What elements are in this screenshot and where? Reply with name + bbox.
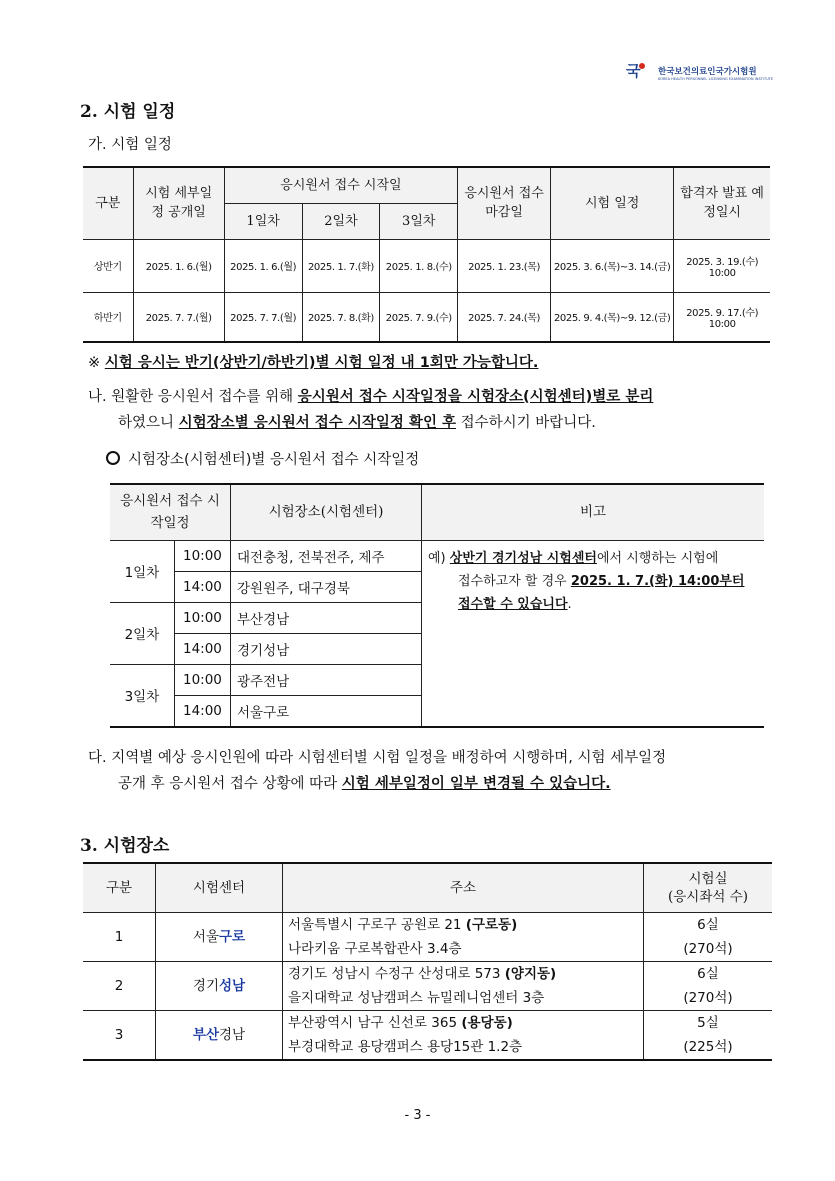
cell-centers: 서울구로 xyxy=(231,695,422,727)
th-detail-open: 시험 세부일정 공개일 xyxy=(133,167,224,239)
th-day1: 1일차 xyxy=(224,203,302,239)
para-b-suffix: 접수하시기 바랍니다. xyxy=(456,415,596,431)
th-note: 비고 xyxy=(422,484,765,540)
cell-day2: 2025. 7. 8.(화) xyxy=(302,292,380,342)
cell-address xyxy=(283,1011,644,1061)
cell-day: 2일차 xyxy=(110,602,174,664)
rooms-count: 5실 xyxy=(697,1015,719,1031)
seats-count: (270석) xyxy=(683,941,733,957)
cell-address xyxy=(283,913,644,962)
schedule-table xyxy=(83,166,770,343)
th-center: 시험장소(시험센터) xyxy=(231,484,422,540)
cell-result xyxy=(674,239,770,292)
cell-day1: 2025. 7. 7.(월) xyxy=(224,292,302,342)
logo-name-ko: 한국보건의료인국가시험원 xyxy=(658,67,757,77)
cell-apply-end: 2025. 7. 24.(목) xyxy=(458,292,551,342)
cell-apply-end: 2025. 1. 23.(목) xyxy=(458,239,551,292)
seats-count: (225석) xyxy=(683,1039,733,1055)
para-b-emphasis-2: 시험장소별 응시원서 접수 시작일정 확인 후 xyxy=(178,415,457,431)
address-line2: 부경대학교 용당캠퍼스 용당15관 1.2층 xyxy=(288,1039,523,1055)
note-cell xyxy=(422,540,765,727)
para-c-prefix: 공개 후 응시원서 접수 상황에 따라 xyxy=(118,776,342,792)
th-result: 합격자 발표 예정일시 xyxy=(674,167,770,239)
note-text-1: 에서 시행하는 시험에 xyxy=(596,550,719,566)
cell-no: 3 xyxy=(83,1011,156,1061)
section2-title: 2. 시험 일정 xyxy=(80,102,176,122)
address-dong: (용당동) xyxy=(461,1015,513,1031)
cell-rooms xyxy=(644,1011,773,1061)
para-c-emphasis: 시험 세부일정이 일부 변경될 수 있습니다. xyxy=(341,776,611,792)
center-name-b: 구로 xyxy=(219,929,246,945)
cell-centers: 광주전남 xyxy=(231,664,422,695)
th-seats-label: (응시좌석 수) xyxy=(667,889,749,905)
center-name-b: 성남 xyxy=(219,978,246,994)
cell-detail-open: 2025. 7. 7.(월) xyxy=(133,292,224,342)
half-year-note xyxy=(88,350,538,376)
cell-result-time: 10:00 xyxy=(708,318,736,330)
rooms-count: 6실 xyxy=(697,917,719,933)
th-rooms-label: 시험실 xyxy=(688,871,728,887)
logo-dot-icon xyxy=(639,63,645,69)
th-address: 주소 xyxy=(283,863,644,913)
address-line1: 부산광역시 남구 신선로 365 xyxy=(288,1015,462,1031)
note-text: 시험 응시는 반기(상반기/하반기)별 시험 일정 내 1회만 가능합니다. xyxy=(104,355,539,371)
section3-title: 3. 시험장소 xyxy=(80,836,170,856)
th-start: 응시원서 접수 시작일정 xyxy=(110,484,231,540)
cell-centers: 경기성남 xyxy=(231,633,422,664)
th-category: 구분 xyxy=(83,167,133,239)
address-line2: 나라키움 구로복합관사 3.4층 xyxy=(288,941,462,957)
cell-no: 1 xyxy=(83,913,156,962)
institute-logo xyxy=(626,60,773,86)
cell-day3: 2025. 7. 9.(수) xyxy=(380,292,458,342)
note-end: . xyxy=(567,596,572,612)
page-number: - 3 - xyxy=(404,1108,431,1123)
logo-mark-text: 국 xyxy=(626,62,640,80)
cell-center xyxy=(156,913,283,962)
cell-category: 하반기 xyxy=(83,292,133,342)
section2-sub-a: 가. 시험 일정 xyxy=(88,137,172,153)
cell-centers: 대전충청, 전북전주, 제주 xyxy=(231,540,422,571)
center-name-a: 부산 xyxy=(192,1027,219,1043)
para-b-prefix: 나. 원활한 응시원서 접수를 위해 xyxy=(88,389,298,405)
para-b-emphasis-1: 응시원서 접수 시작일정을 시험장소(시험센터)별로 분리 xyxy=(297,389,654,405)
cell-centers: 강원원주, 대구경북 xyxy=(231,571,422,602)
cell-address xyxy=(283,962,644,1011)
th-day3: 3일차 xyxy=(380,203,458,239)
bullet-line xyxy=(106,447,419,473)
cell-centers: 부산경남 xyxy=(231,602,422,633)
th-apply-end: 응시원서 접수 마감일 xyxy=(458,167,551,239)
th-rooms xyxy=(644,863,773,913)
bullet-text: 시험장소(시험센터)별 응시원서 접수 시작일정 xyxy=(128,452,420,468)
note-emphasis-2: 2025. 1. 7.(화) 14:00부터 xyxy=(570,573,745,589)
cell-time: 10:00 xyxy=(174,540,230,571)
para-c-line1: 다. 지역별 예상 응시인원에 따라 시험센터별 시험 일정을 배정하여 시행하며, 시험 세부일정 xyxy=(88,750,667,766)
cell-rooms xyxy=(644,913,773,962)
cell-center xyxy=(156,962,283,1011)
paragraph-c xyxy=(88,745,788,797)
th-apply-start: 응시원서 접수 시작일 xyxy=(224,167,457,203)
note-mark: ※ xyxy=(88,355,101,371)
note-text-2: 접수하고자 할 경우 xyxy=(458,573,571,589)
note-emphasis-3: 접수할 수 있습니다 xyxy=(458,596,568,612)
cell-exam-date: 2025. 3. 6.(목)~3. 14.(금) xyxy=(551,239,674,292)
th-no: 구분 xyxy=(83,863,156,913)
address-line1: 경기도 성남시 수정구 산성대로 573 xyxy=(288,966,505,982)
th-day2: 2일차 xyxy=(302,203,380,239)
table-row xyxy=(83,292,770,342)
cell-time: 10:00 xyxy=(174,664,230,695)
address-dong: (구로동) xyxy=(465,917,518,933)
cell-rooms xyxy=(644,962,773,1011)
table-row xyxy=(83,913,772,962)
logo-name-en: KOREA HEALTH PERSONNEL LICENSING EXAMINATION INSTITUTE xyxy=(658,77,774,81)
cell-day1: 2025. 1. 6.(월) xyxy=(224,239,302,292)
table-row xyxy=(110,540,764,571)
cell-time: 10:00 xyxy=(174,602,230,633)
cell-day: 1일차 xyxy=(110,540,174,602)
cell-exam-date: 2025. 9. 4.(목)~9. 12.(금) xyxy=(551,292,674,342)
table-row xyxy=(83,962,772,1011)
logo-mark xyxy=(626,60,654,86)
rooms-count: 6실 xyxy=(697,966,719,982)
note-emphasis-1: 상반기 경기성남 시험센터 xyxy=(449,550,597,566)
para-b-mid: 하였으니 xyxy=(118,415,179,431)
center-name-a: 서울 xyxy=(192,929,219,945)
cell-time: 14:00 xyxy=(174,571,230,602)
center-name-a: 경기 xyxy=(192,978,219,994)
cell-result-date: 2025. 9. 17.(수) xyxy=(686,307,759,319)
cell-result-time: 10:00 xyxy=(708,267,736,279)
cell-center xyxy=(156,1011,283,1061)
paragraph-b xyxy=(88,384,778,436)
address-dong: (양지동) xyxy=(504,966,557,982)
th-center: 시험센터 xyxy=(156,863,283,913)
cell-time: 14:00 xyxy=(174,633,230,664)
table-row xyxy=(83,1011,772,1061)
th-exam-date: 시험 일정 xyxy=(551,167,674,239)
cell-result-date: 2025. 3. 19.(수) xyxy=(686,256,759,268)
cell-day2: 2025. 1. 7.(화) xyxy=(302,239,380,292)
cell-time: 14:00 xyxy=(174,695,230,727)
center-schedule-table xyxy=(110,483,764,728)
cell-category: 상반기 xyxy=(83,239,133,292)
cell-detail-open: 2025. 1. 6.(월) xyxy=(133,239,224,292)
table-row xyxy=(83,239,770,292)
cell-no: 2 xyxy=(83,962,156,1011)
cell-day: 3일차 xyxy=(110,664,174,727)
exam-location-table xyxy=(83,862,772,1061)
note-prefix: 예) xyxy=(428,550,450,566)
hollow-circle-icon xyxy=(106,451,120,465)
center-name-b: 경남 xyxy=(219,1027,246,1043)
address-line1: 서울특별시 구로구 공원로 21 xyxy=(288,917,466,933)
seats-count: (270석) xyxy=(683,990,733,1006)
address-line2: 을지대학교 성남캠퍼스 뉴밀레니엄센터 3층 xyxy=(288,990,545,1006)
cell-result xyxy=(674,292,770,342)
cell-day3: 2025. 1. 8.(수) xyxy=(380,239,458,292)
